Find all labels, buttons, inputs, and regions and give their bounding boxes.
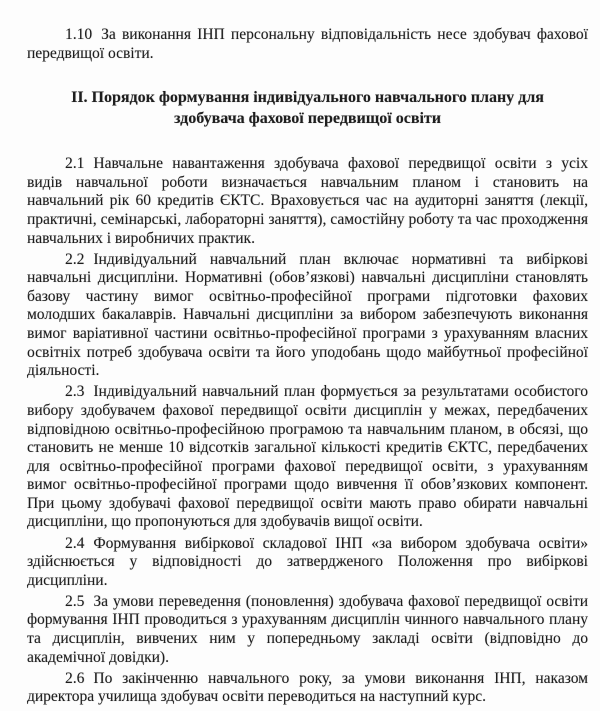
paragraph-number: 2.6 [65,669,85,687]
paragraph-text: Формування вибіркової складової ІНП «за вибором здобувача освіти» здійснюється у відповідності до затвердженого Положення про вибіркові дисципліни. [27,534,588,589]
paragraph-number: 2.4 [65,534,85,552]
paragraph-2-4 [27,535,588,591]
section-heading-line-2: здобувача фахової передвищої освіти [174,110,441,128]
paragraph-2-3 [27,383,588,532]
paragraph-2-1 [27,155,588,248]
paragraph-1-10 [27,26,588,63]
paragraph-text: За виконання ІНП персональну відповідальність несе здобувач фахової передвищої освіти. [27,26,588,62]
paragraph-number: 2.5 [65,592,85,610]
paragraph-text: За умови переведення (поновлення) здобувача фахової передвищої освіти формування ІНП проводиться з урахуванням дисциплін чинного навчального плану та дисциплін, вивчених ним у попередньому закладі освіти (відповідно до академічної довідки). [27,592,588,666]
paragraph-number: 2.2 [65,250,85,268]
paragraph-text: Індивідуальний навчальний план включає нормативні та вибіркові навчальні дисципліни. Нормативні (обов’язкові) навчальні дисципліни становлять базову частину вимог освітньо-професійної програми підготовки фахових молодших бакалаврів. Навчальні дисципліни за вибором забезпечують виконання вимог варіативної частини освітньо-професійної програми з урахуванням власних освітніх потреб здобувача освіти та його уподобань щодо майбутньої професійної діяльності. [27,250,588,380]
paragraph-text: Індивідуальний навчальний план формується за результатами особистого вибору здобувачем фахової передвищої освіти дисциплін у межах, передбачених відповідною освітньо-професійною програмою та навчальним планом, в обсязі, що становить не менше 10 відсотків загальної кількості кредитів ЄКТС, передбачених для освітньо-професійної програми фахової передвищої освіти, з урахуванням вимог освітньо-професійної програми щодо вивчення її обов’язкових компонент. При цьому здобувачі фахової передвищої освіти мають право обирати навчальні дисципліни, що пропонуються для здобувачів вищої освіти. [27,383,588,531]
section-heading-line-1: ІІ. Порядок формування індивідуального навчального плану для [71,89,544,107]
paragraph-number: 2.1 [65,155,85,173]
section-heading [27,87,588,129]
paragraph-number: 2.3 [65,383,85,401]
paragraph-2-2 [27,251,588,381]
paragraph-2-5 [27,593,588,667]
paragraph-text: По закінченню навчального року, за умови виконання ІНП, наказом директора училища здобувач освіти переводиться на наступний курс. [27,669,588,706]
paragraph-2-6 [27,670,588,707]
paragraph-text: Навчальне навантаження здобувача фахової передвищої освіти з усіх видів навчальної роботи визначається навчальним планом і становить на навчальний рік 60 кредитів ЄКТС. Враховується час на аудиторні заняття (лекції, практичні, семінарські, лабораторні заняття), самостійну роботу та час проходження навчальних і виробничих практик. [27,155,588,247]
paragraph-number: 1.10 [65,26,93,43]
